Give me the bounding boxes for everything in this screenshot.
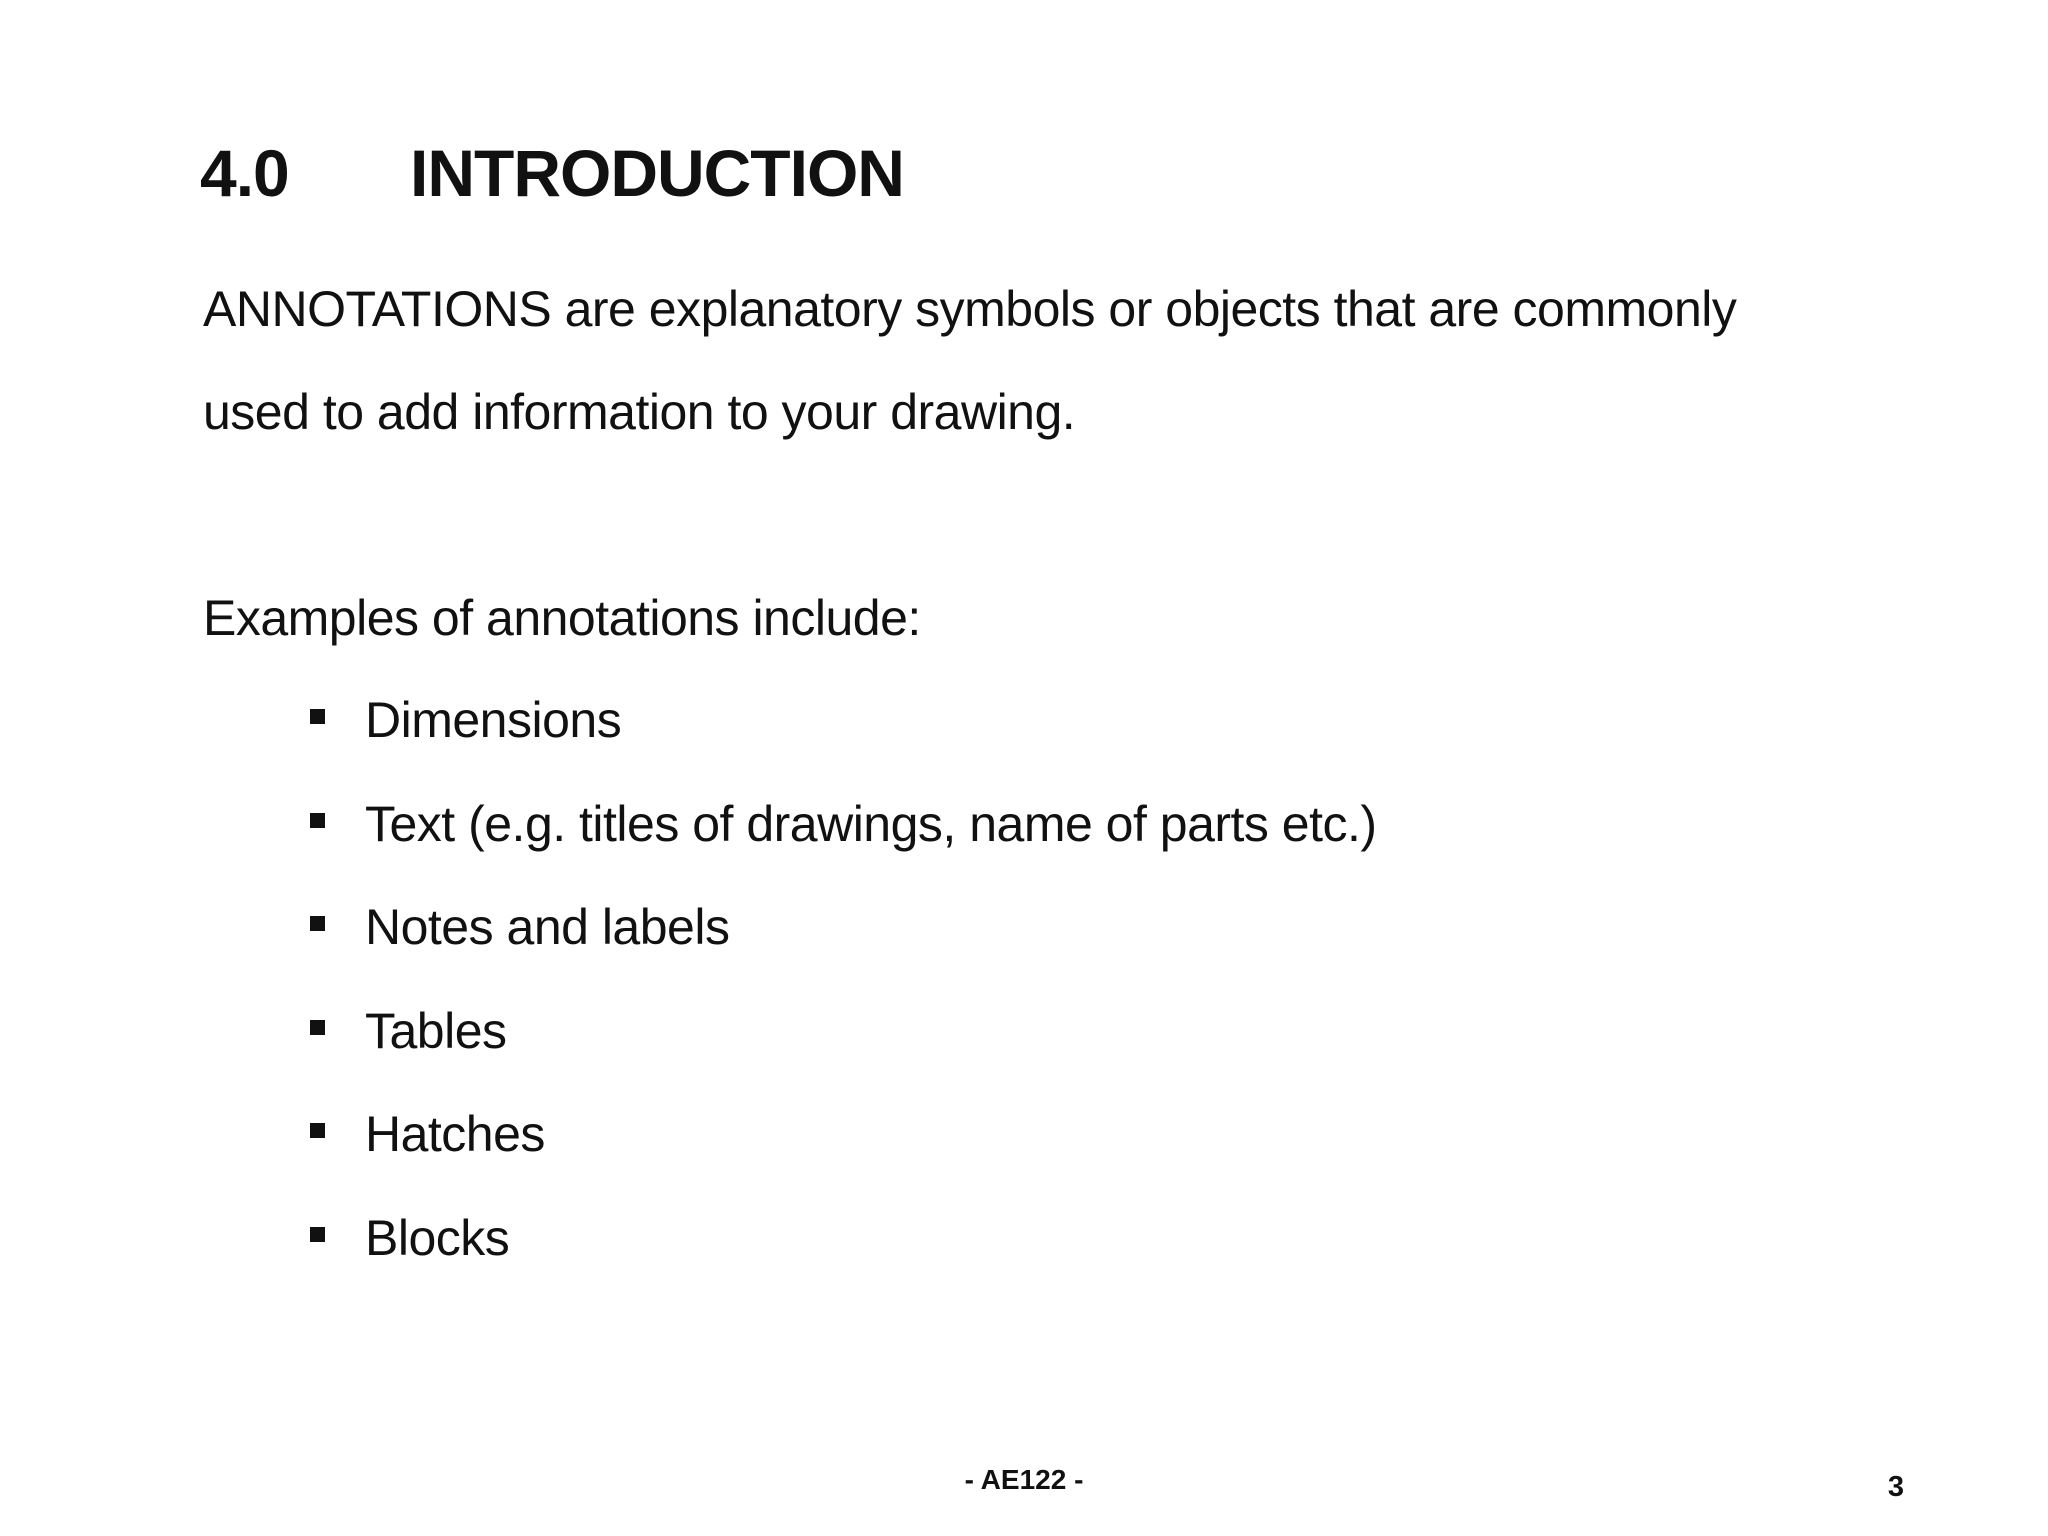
intro-paragraph-line-1: ANNOTATIONS are explanatory symbols or objects that are commonly xyxy=(203,281,1737,337)
list-item-label: Tables xyxy=(365,1002,507,1059)
list-item-label: Dimensions xyxy=(365,692,622,748)
square-bullet-icon xyxy=(310,709,325,724)
page-number: 3 xyxy=(1887,1471,1904,1503)
footer-course-code: - AE122 - xyxy=(964,1464,1084,1495)
section-title: INTRODUCTION xyxy=(410,136,904,210)
list-item-label: Blocks xyxy=(365,1209,510,1266)
square-bullet-icon xyxy=(310,1020,325,1035)
square-bullet-icon xyxy=(310,813,325,828)
square-bullet-icon xyxy=(310,1123,325,1138)
section-heading xyxy=(200,136,904,210)
list-item-label: Text (e.g. titles of drawings, name of parts etc.) xyxy=(365,795,1377,852)
examples-intro: Examples of annotations include: xyxy=(203,590,921,646)
square-bullet-icon xyxy=(310,916,325,931)
section-number: 4.0 xyxy=(200,136,289,210)
square-bullet-icon xyxy=(310,1227,325,1242)
list-item-label: Hatches xyxy=(365,1106,545,1162)
list-item-label: Notes and labels xyxy=(365,899,730,955)
intro-paragraph-line-2: used to add information to your drawing. xyxy=(203,384,1076,440)
